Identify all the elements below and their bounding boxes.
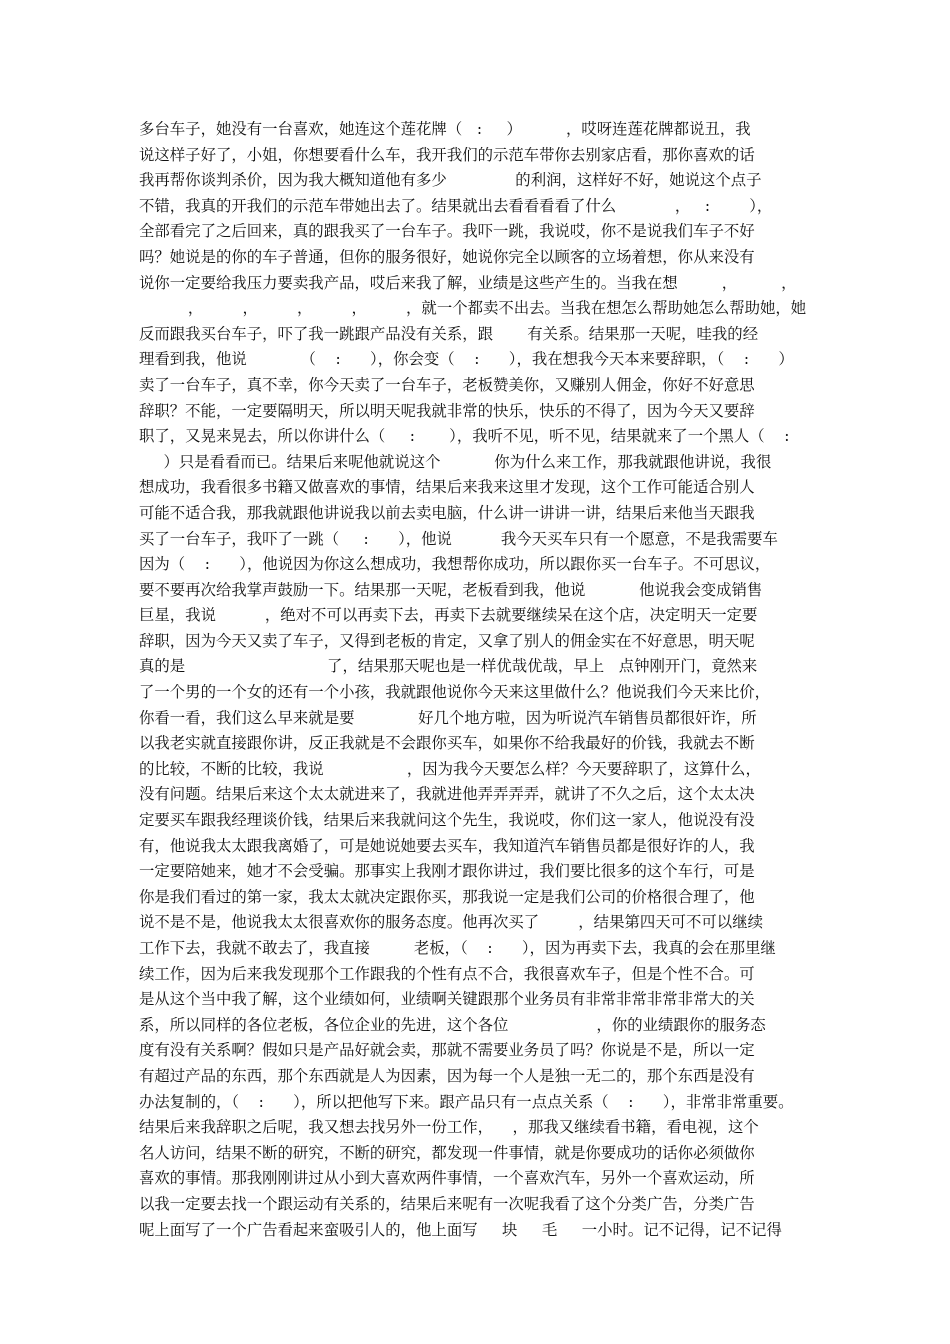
text-line: 是从这个当中我了解，这个业绩如何，业绩啊关键跟那个业务员有非常非常非常非常大的关 [139, 990, 755, 1009]
text-line: 名人访问，结果不断的研究，不断的研究，都发现一件事情，就是你要成功的话你必须做你 [139, 1143, 755, 1162]
text-line: 因为（ : ），他说因为你这么想成功，我想帮你成功，所以跟你买一台车子。不可思议， [139, 555, 771, 574]
text-line: 多台车子，她没有一台喜欢，她连这个莲花牌（ : ） ，哎呀连莲花牌都说丑，我 [139, 120, 751, 138]
text-line: 有超过产品的东西，那个东西就是人为因素，因为每一个人是独一无二的，那个东西是没有 [139, 1066, 755, 1085]
text-line: 卖了一台车子，真不幸，你今天卖了一台车子，老板赞美你，又赚别人佣金，你好不好意思 [139, 375, 755, 394]
text-line: 全部看完了之后回来，真的跟我买了一台车子。我吓一跳，我说哎，你不是说我们车子不好 [139, 222, 755, 241]
text-line: 可能不适合我，那我就跟他讲说我以前去卖电脑，什么讲一讲讲一讲，结果后来他当天跟我 [139, 503, 755, 522]
text-line: 结果后来我辞职之后呢，我又想去找另外一份工作， ，那我又继续看书籍，看电视，这个 [139, 1118, 759, 1137]
text-line: 呢上面写了一个广告看起来蛮吸引人的，他上面写 块 毛 一小时。记不记得，记不记得 [139, 1220, 782, 1239]
text-line: 没有问题。结果后来这个太太就进来了，我就进他弄弄弄弄，就讲了不久之后，这个太太决 [139, 785, 755, 804]
text-line: 说这样子好了，小姐，你想要看什么车，我开我们的示范车带你去别家店看，那你喜欢的话 [139, 145, 755, 164]
text-line: 要不要再次给我掌声鼓励一下。结果那一天呢，老板看到我，他说 他说我会变成销售 [139, 580, 763, 599]
text-line: 说你一定要给我压力要卖我产品，哎后来我了解，业绩是这些产生的。当我在想 ， ， [139, 273, 797, 292]
text-line: 辞职？不能，一定要隔明天，所以明天呢我就非常的快乐，快乐的不得了，因为今天又要辞 [139, 401, 755, 420]
text-line: 巨星，我说 ，绝对不可以再卖下去，再卖下去就要继续呆在这个店，决定明天一定要 [139, 606, 758, 625]
text-line: 买了一台车子，我吓了一跳（ : ），他说 我今天买车只有一个愿意，不是我需要车 [139, 529, 778, 548]
text-line: 想成功，我看很多书籍又做喜欢的事情，结果后来我来这里才发现，这个工作可能适合别人 [139, 478, 755, 497]
text-line: 了一个男的一个女的还有一个小孩，我就跟他说你今天来这里做什么？他说我们今天来比价， [139, 683, 771, 702]
text-line: 你是我们看过的第一家，我太太就决定跟你买，那我说一定是我们公司的价格很合理了，他 [139, 887, 755, 906]
text-line: 系，所以同样的各位老板，各位企业的先进，这个各位 ，你的业绩跟你的服务态 [139, 1015, 766, 1034]
text-line: 说不是不是，他说我太太很喜欢你的服务态度。他再次买了 ，结果第四天可不可以继续 [139, 913, 763, 932]
text-line: 以我老实就直接跟你讲，反正我就是不会跟你买车，如果你不给我最好的价钱，我就去不断 [139, 734, 755, 753]
text-line: 辞职，因为今天又卖了车子，又得到老板的肯定，又拿了别人的佣金实在不好意思，明天呢 [139, 631, 755, 650]
text-line: 续工作，因为后来我发现那个工作跟我的个性有点不合，我很喜欢车子，但是个性不合。可 [139, 964, 755, 983]
text-line: 定要买车跟我经理谈价钱，结果后来我就问这个先生，我说哎，你们这一家人，他说没有没 [139, 811, 755, 830]
text-line: 以我一定要去找一个跟运动有关系的，结果后来呢有一次呢我看了这个分类广告，分类广告 [139, 1194, 755, 1213]
text-line: 有，他说我太太跟我离婚了，可是她说她要去买车，我知道汽车销售员都是很好诈的人，我 [139, 836, 755, 855]
text-line: 真的是 了，结果那天呢也是一样优哉优哉，早上 点钟刚开门，竟然来 [139, 657, 758, 676]
text-line: 职了，又晃来晃去，所以你讲什么（ : ），我听不见，听不见，结果就来了一个黑人（ : [139, 427, 790, 446]
text-line: ， ， ， ， ，就一个都卖不出去。当我在想怎么帮助她怎么帮助她，她 [139, 299, 807, 318]
text-line: 度有没有关系啊？假如只是产品好就会卖，那就不需要业务员了吗？你说是不是，所以一定 [139, 1041, 755, 1060]
text-line: 不错，我真的开我们的示范车带她出去了。结果就出去看看看看了什么 ， : ）， [139, 196, 773, 215]
text-line: 反而跟我买台车子，吓了我一跳跟产品没有关系，跟 有关系。结果那一天呢，哇我的经 [139, 324, 759, 343]
text-line: 工作下去，我就不敢去了，我直接 老板，（ : ），因为再卖下去，我真的会在那里继 [139, 939, 776, 957]
text-line: 一定要陪她来，她才不会受骗。那事实上我刚才跟你讲过，我们要比很多的这个车行，可是 [139, 862, 755, 881]
text-line: 的比较，不断的比较，我说 ，因为我今天要怎么样？今天要辞职了，这算什么， [139, 759, 761, 778]
text-line: 你看一看，我们这么早来就是要 好几个地方啦，因为听说汽车销售员都很奸诈，所 [139, 708, 757, 727]
text-line: 办法复制的，（ : ），所以把他写下来。跟产品只有一点点关系（ : ），非常非常重要。 [139, 1092, 794, 1111]
text-line: 理看到我，他说 （ : ），你会变（ : ），我在想我今天本来要辞职，（ : ） [139, 350, 794, 369]
text-line: 喜欢的事情。那我刚刚讲过从小到大喜欢两件事情，一个喜欢汽车，另外一个喜欢运动，所 [139, 1169, 755, 1188]
text-line: ）只是看看而已。结果后来呢他就说这个 你为什么来工作，那我就跟他讲说，我很 [139, 452, 772, 471]
text-line: 我再帮你谈判杀价，因为我大概知道他有多少 的利润，这样好不好，她说这个点子 [139, 171, 762, 190]
text-line: 吗？她说是的你的车子普通，但你的服务很好，她说你完全以顾客的立场着想，你从来没有 [139, 247, 755, 266]
body-text [139, 117, 819, 1243]
